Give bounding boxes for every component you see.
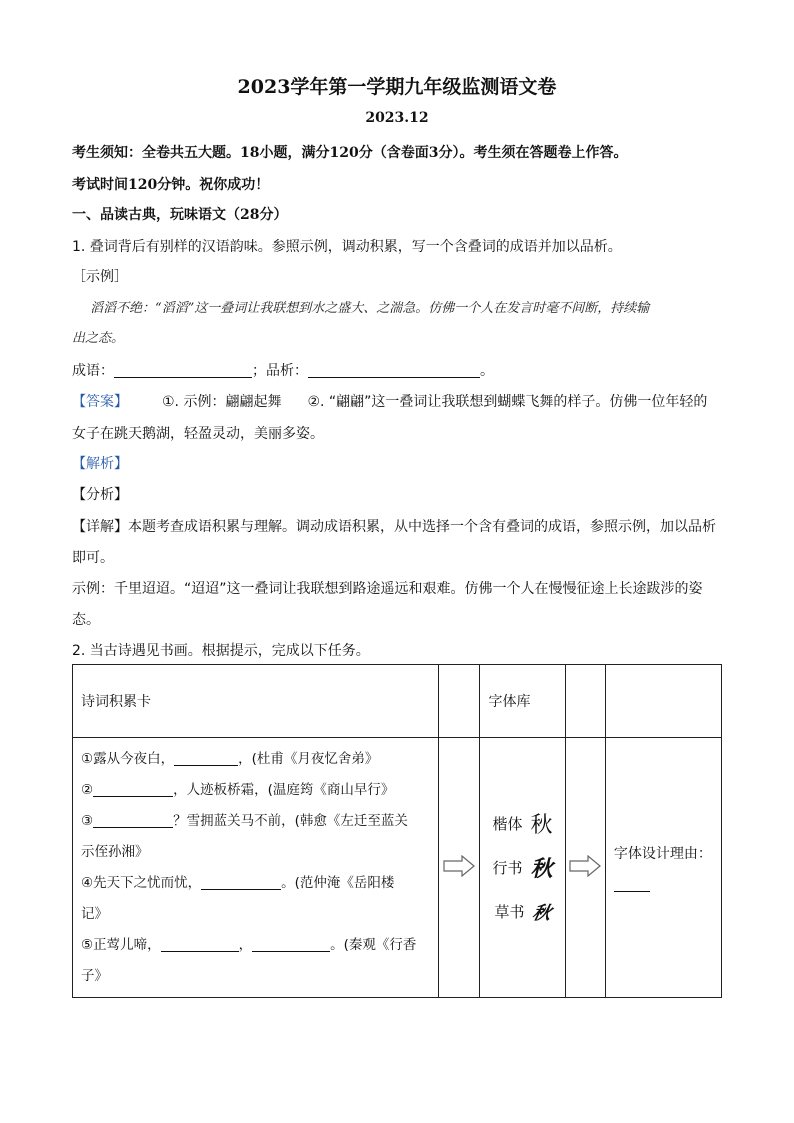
- reason-blank[interactable]: [614, 877, 650, 892]
- poem-card-cell: [73, 738, 439, 998]
- poem-line: [73, 868, 438, 899]
- header-fontlib: 字体库: [488, 694, 531, 710]
- header-arrow-cell-1: [439, 665, 480, 738]
- header-fontlib-cell: [480, 665, 565, 738]
- detail-line-2: 即可。: [72, 550, 114, 566]
- analysis-tag: 【解析】: [72, 456, 128, 472]
- poem-line: [73, 775, 438, 806]
- arrow-right-icon: [442, 855, 476, 877]
- reason-cell: [605, 738, 721, 998]
- notice-line-2: 考试时间120分钟。祝你成功！: [72, 177, 270, 193]
- q1-fill-prefix: 成语：: [72, 363, 114, 379]
- answer-part-1: ①. 示例：翩翩起舞: [162, 394, 282, 410]
- q1-example-label: ［示例］: [72, 269, 128, 285]
- fenxi-tag: 【分析】: [72, 487, 128, 503]
- font-library-cell: [480, 738, 565, 998]
- reason-label: 字体设计理由：: [613, 845, 712, 862]
- sample-line-2: 态。: [72, 612, 100, 628]
- notice-line-1: 考生须知：全卷共五大题。18小题，满分120分（含卷面3分）。考生须在答题卷上作答。: [72, 145, 628, 161]
- arrow-cell-1: [439, 738, 480, 998]
- answer-part-2: ②. “翩翩”这一叠词让我联想到蝴蝶飞舞的样子。仿佛一位年轻的: [307, 394, 708, 410]
- q1-example-line-2: 出之态。: [72, 331, 125, 346]
- q1-answer-line: [72, 391, 722, 411]
- poem-blank[interactable]: [93, 782, 173, 797]
- poem-line: [73, 899, 438, 930]
- poem-text: 记》: [81, 905, 108, 922]
- poem-text: ，(杜甫《月夜忆舍弟》: [238, 750, 379, 767]
- poem-text: ④先天下之忧而忧，: [81, 874, 202, 891]
- poem-text: ②: [81, 781, 94, 798]
- poem-text: ①露从今夜白，: [81, 750, 175, 767]
- analysis-blank[interactable]: [308, 363, 480, 378]
- arrow-right-icon: [568, 855, 602, 877]
- poem-blank[interactable]: [252, 937, 330, 952]
- font-label: 草书: [494, 903, 525, 921]
- q2-stem: 2. 当古诗遇见书画。根据提示，完成以下任务。: [72, 643, 370, 659]
- font-label: 行书: [492, 859, 523, 877]
- poem-text: 。(范仲淹《岳阳楼: [281, 874, 395, 891]
- font-glyph: 秋: [530, 813, 553, 838]
- detail-line-1: 【详解】本题考查成语积累与理解。调动成语积累，从中选择一个含有叠词的成语，参照示例，加以品析: [72, 519, 716, 535]
- header-card: 诗词积累卡: [81, 694, 151, 710]
- font-rows: [480, 802, 564, 934]
- font-glyph: 秋: [530, 856, 553, 882]
- poem-text: ③: [81, 812, 94, 829]
- poem-line: [73, 961, 438, 992]
- font-sample-row: [480, 890, 564, 934]
- poem-line: [73, 744, 438, 775]
- q1-example-line-1: 滔滔不绝：“滔滔”这一叠词让我联想到水之盛大、之湍急。仿佛一个人在发言时毫不间断，持续输: [90, 301, 650, 316]
- poem-lines: [73, 744, 438, 992]
- poem-text: 子》: [81, 967, 108, 984]
- q1-fill-line: [72, 360, 722, 380]
- poem-blank[interactable]: [161, 937, 239, 952]
- poem-blank[interactable]: [201, 875, 281, 890]
- poem-blank[interactable]: [93, 813, 173, 828]
- font-glyph: 秋: [529, 902, 553, 924]
- poem-line: [73, 837, 438, 868]
- poem-line: [73, 930, 438, 961]
- q1-fill-suffix: 。: [480, 363, 494, 379]
- poem-blank[interactable]: [174, 751, 238, 766]
- poem-text: 示侄孙湘》: [81, 843, 149, 860]
- poem-text: ，人迹板桥霜，(温庭筠《商山早行》: [173, 781, 395, 798]
- font-label: 楷体: [492, 815, 523, 833]
- section-1-heading: 一、品读古典，玩味语文（28分）: [72, 207, 288, 223]
- poem-text: ⑤正莺儿啼，: [81, 936, 161, 953]
- header-reason-cell: [605, 665, 721, 738]
- q1-fill-mid: ；品析：: [252, 363, 308, 379]
- poem-text: ？雪拥蓝关马不前，(韩愈《左迁至蓝关: [173, 812, 408, 829]
- sample-line-1: 示例：千里迢迢。“迢迢”这一叠词让我联想到路途遥远和艰难。仿佛一个人在慢慢征途上长途跋涉的姿: [72, 581, 703, 597]
- q2-table: [72, 664, 722, 998]
- poem-text: 。(秦观《行香: [330, 936, 417, 953]
- idiom-blank[interactable]: [114, 363, 252, 378]
- font-sample-row: [480, 802, 564, 846]
- q1-stem: 1. 叠词背后有别样的汉语韵味。参照示例，调动积累，写一个含叠词的成语并加以品析。: [72, 239, 622, 255]
- font-sample-row: [480, 846, 564, 890]
- page-title: 2023学年第一学期九年级监测语文卷: [237, 76, 557, 98]
- header-arrow-cell-2: [565, 665, 605, 738]
- answer-tag: 【答案】: [72, 394, 128, 410]
- header-card-cell: [73, 665, 439, 738]
- q1-answer-line-2: 女子在跳天鹅湖，轻盈灵动，美丽多姿。: [72, 426, 324, 442]
- poem-line: [73, 806, 438, 837]
- exam-date: 2023.12: [365, 110, 429, 126]
- arrow-cell-2: [565, 738, 605, 998]
- poem-text: ，: [238, 936, 253, 953]
